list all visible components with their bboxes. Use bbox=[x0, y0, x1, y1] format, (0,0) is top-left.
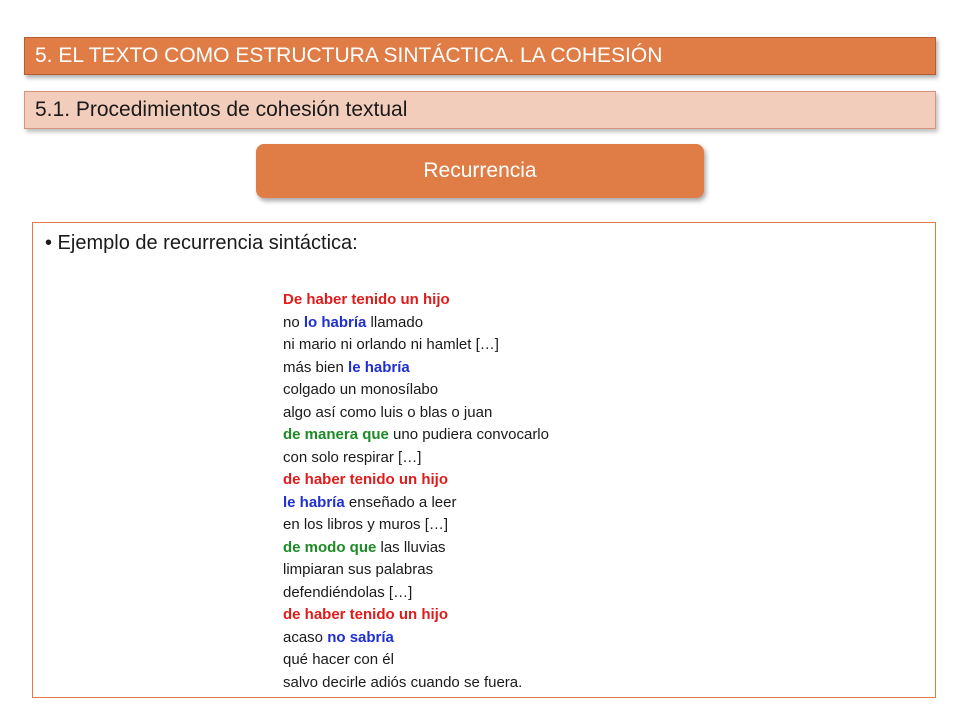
poem-line bbox=[283, 627, 549, 650]
poem-text: con solo respirar […] bbox=[283, 448, 422, 466]
poem-line bbox=[283, 582, 549, 605]
highlighted-phrase: de modo que bbox=[283, 538, 377, 556]
highlighted-phrase: De haber tenido un hijo bbox=[283, 291, 450, 308]
poem-text: colgado un monosílabo bbox=[283, 381, 439, 398]
poem-line bbox=[283, 334, 549, 357]
poem-line bbox=[283, 357, 549, 380]
bullet-heading: • Ejemplo de recurrencia sintáctica: bbox=[45, 232, 358, 254]
poem-line bbox=[283, 537, 549, 560]
highlighted-phrase: de haber tenido un hijo bbox=[283, 471, 448, 488]
poem-text: defendiéndolas […] bbox=[283, 583, 413, 601]
poem-line bbox=[283, 559, 549, 582]
poem-text: llamado bbox=[366, 313, 424, 331]
highlighted-phrase: de haber tenido un hijo bbox=[283, 606, 448, 623]
poem-line bbox=[283, 289, 549, 312]
poem bbox=[283, 289, 549, 694]
highlighted-phrase: de manera que bbox=[283, 426, 389, 443]
poem-line bbox=[283, 402, 549, 425]
poem-line bbox=[283, 312, 549, 335]
poem-text: acaso bbox=[283, 628, 328, 646]
highlighted-phrase: no sabría bbox=[327, 628, 394, 646]
poem-text: qué hacer con él bbox=[283, 651, 394, 668]
highlighted-phrase: le habría bbox=[348, 358, 410, 376]
poem-text: algo así como luis o blas o juan bbox=[283, 403, 493, 421]
poem-text: en los libros y muros […] bbox=[283, 516, 449, 533]
poem-text: limpiaran sus palabras bbox=[283, 561, 434, 578]
poem-line bbox=[283, 424, 549, 447]
slide-title: 5. EL TEXTO COMO ESTRUCTURA SINTÁCTICA. LA COHESIÓN bbox=[24, 37, 936, 75]
poem-line bbox=[283, 469, 549, 492]
poem-line bbox=[283, 672, 549, 695]
highlighted-phrase: lo habría bbox=[303, 313, 367, 331]
poem-line bbox=[283, 492, 549, 515]
poem-line bbox=[283, 514, 549, 537]
poem-line bbox=[283, 379, 549, 402]
highlighted-phrase: le habría bbox=[283, 493, 345, 511]
poem-text: uno pudiera convocarlo bbox=[388, 426, 549, 443]
slide-subtitle: 5.1. Procedimientos de cohesión textual bbox=[24, 91, 936, 129]
poem-text: ni mario ni orlando ni hamlet […] bbox=[283, 336, 499, 353]
poem-text: enseñado a leer bbox=[344, 493, 457, 511]
poem-text: no bbox=[283, 313, 304, 331]
poem-line bbox=[283, 447, 549, 470]
poem-text: más bien bbox=[283, 358, 349, 376]
poem-text: las lluvias bbox=[376, 538, 446, 556]
content-box bbox=[32, 222, 936, 698]
poem-line bbox=[283, 604, 549, 627]
recurrencia-button[interactable]: Recurrencia bbox=[256, 144, 704, 198]
poem-text: salvo decirle adiós cuando se fuera. bbox=[283, 673, 523, 691]
poem-line bbox=[283, 649, 549, 672]
